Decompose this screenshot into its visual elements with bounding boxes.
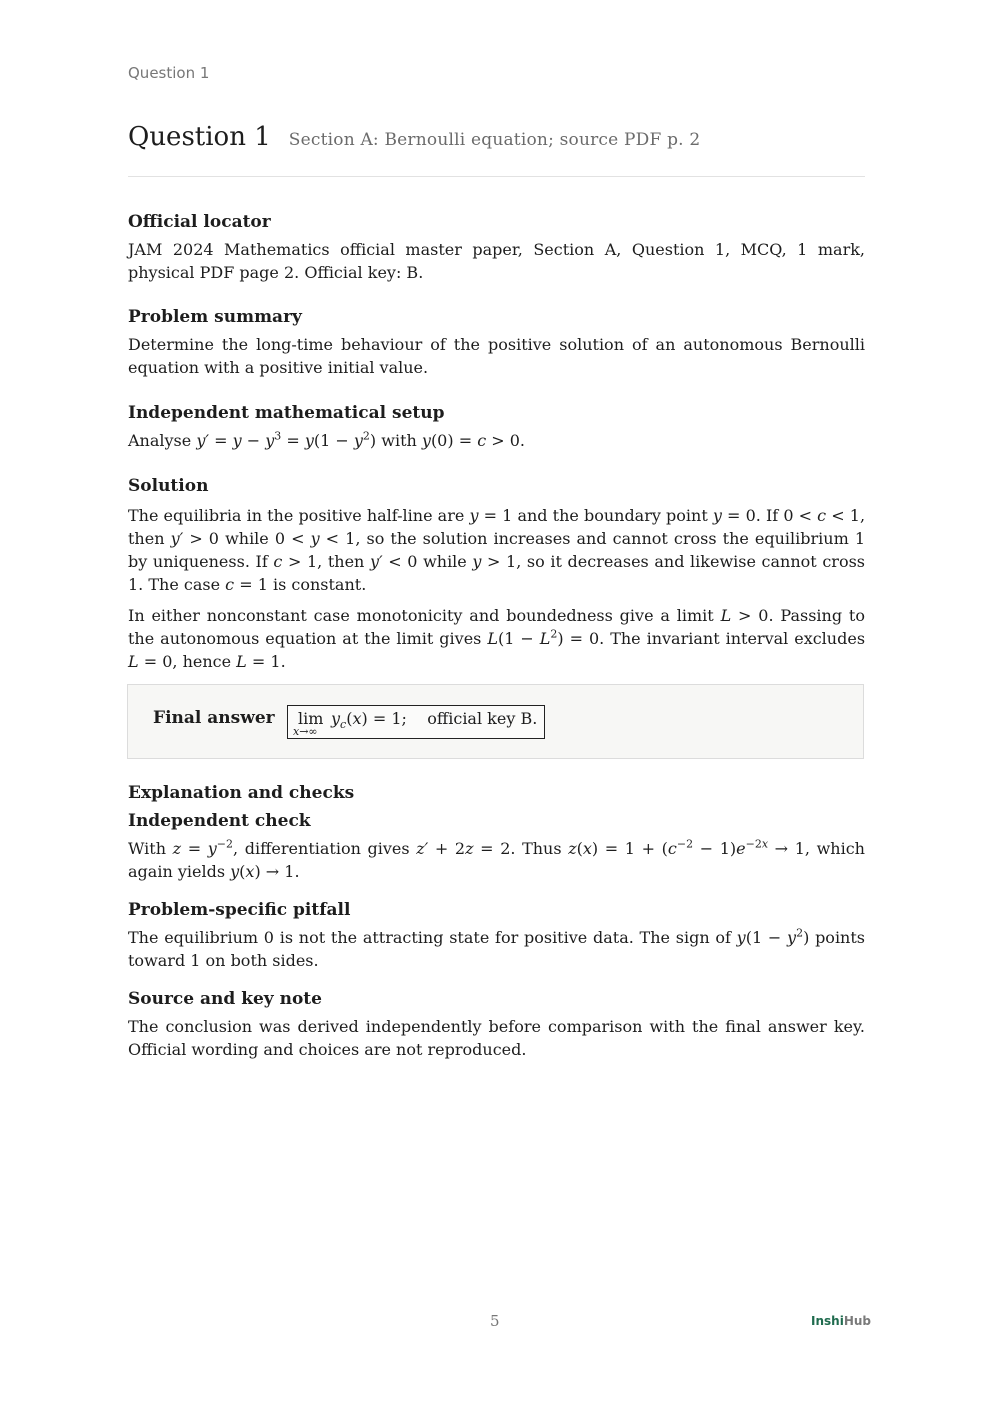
final-answer-label: Final answer xyxy=(153,708,275,728)
heading-solution: Solution xyxy=(128,476,209,496)
heading-problem-summary: Problem summary xyxy=(128,307,302,327)
problem-summary-text: Determine the long-time behaviour of the positive solution of an autonomous Bernoulli equation with a positive initial value. xyxy=(128,335,865,377)
title-main: Question 1 xyxy=(128,122,271,152)
source-note-text: The conclusion was derived independently before comparison with the final answer key. Official wording and choices are not reproduced. xyxy=(128,1017,865,1059)
final-answer-formula: lim x→∞ $y_c(x) = 1$; official key B. xyxy=(287,705,545,739)
final-answer-box xyxy=(127,684,864,759)
running-head: Question 1 xyxy=(128,64,210,82)
official-locator-text: JAM 2024 Mathematics official master paper, Section A, Question 1, MCQ, 1 mark, physical PDF page 2. Official key: B. xyxy=(128,240,865,282)
brand-logo: InshiHub xyxy=(811,1314,871,1328)
independent-check-text: With $z = y^{-2}$, differentiation gives z′ + 2z = 2. Thus $z(x) = 1 + (c^{-2} - 1)e^{-2x} \to 1$, which again yields y(x) → 1. xyxy=(128,837,865,881)
heading-setup: Independent mathematical setup xyxy=(128,403,445,423)
limit-operator: lim xyxy=(298,709,324,728)
solution-paragraph-1: The equilibria in the positive half-line are y = 1 and the boundary point y = 0. If 0 < c < 1, then y′ > 0 while 0 < y < 1, so the solution increases and cannot cross the equilibrium 1 by uniqueness. If c > 1, then y′ < 0 while y > 1, so it decreases and likewise cannot cross 1. The case c = 1 is constant. xyxy=(128,506,866,594)
limit-subscript: x→∞ xyxy=(293,725,318,738)
official-key-text: official key B. xyxy=(427,709,538,728)
heading-explanation: Explanation and checks xyxy=(128,783,355,803)
title-divider xyxy=(128,176,865,177)
page-number: 5 xyxy=(490,1312,500,1330)
setup-text: Analyse $y' = y - y^3 = y(1 - y^2)$ with y(0) = c > 0. xyxy=(128,429,525,450)
heading-source-note: Source and key note xyxy=(128,989,322,1009)
heading-pitfall: Problem-specific pitfall xyxy=(128,900,351,920)
heading-official-locator: Official locator xyxy=(128,212,271,232)
solution-paragraph-2: In either nonconstant case monotonicity and boundedness give a limit L > 0. Passing to the autonomous equation at the limit gives $L(1 - L^2) = 0$. The invariant interval excludes L = 0, hence L = 1. xyxy=(128,606,866,671)
heading-independent-check: Independent check xyxy=(128,811,311,831)
pitfall-text: The equilibrium 0 is not the attracting state for positive data. The sign of $y(1 - y^2)$ points toward 1 on both sides. xyxy=(128,926,865,970)
page-title xyxy=(128,122,700,152)
setup-prefix: Analyse xyxy=(128,431,192,450)
setup-with: with xyxy=(381,431,417,450)
title-subtitle: Section A: Bernoulli equation; source PDF p. 2 xyxy=(288,130,701,150)
